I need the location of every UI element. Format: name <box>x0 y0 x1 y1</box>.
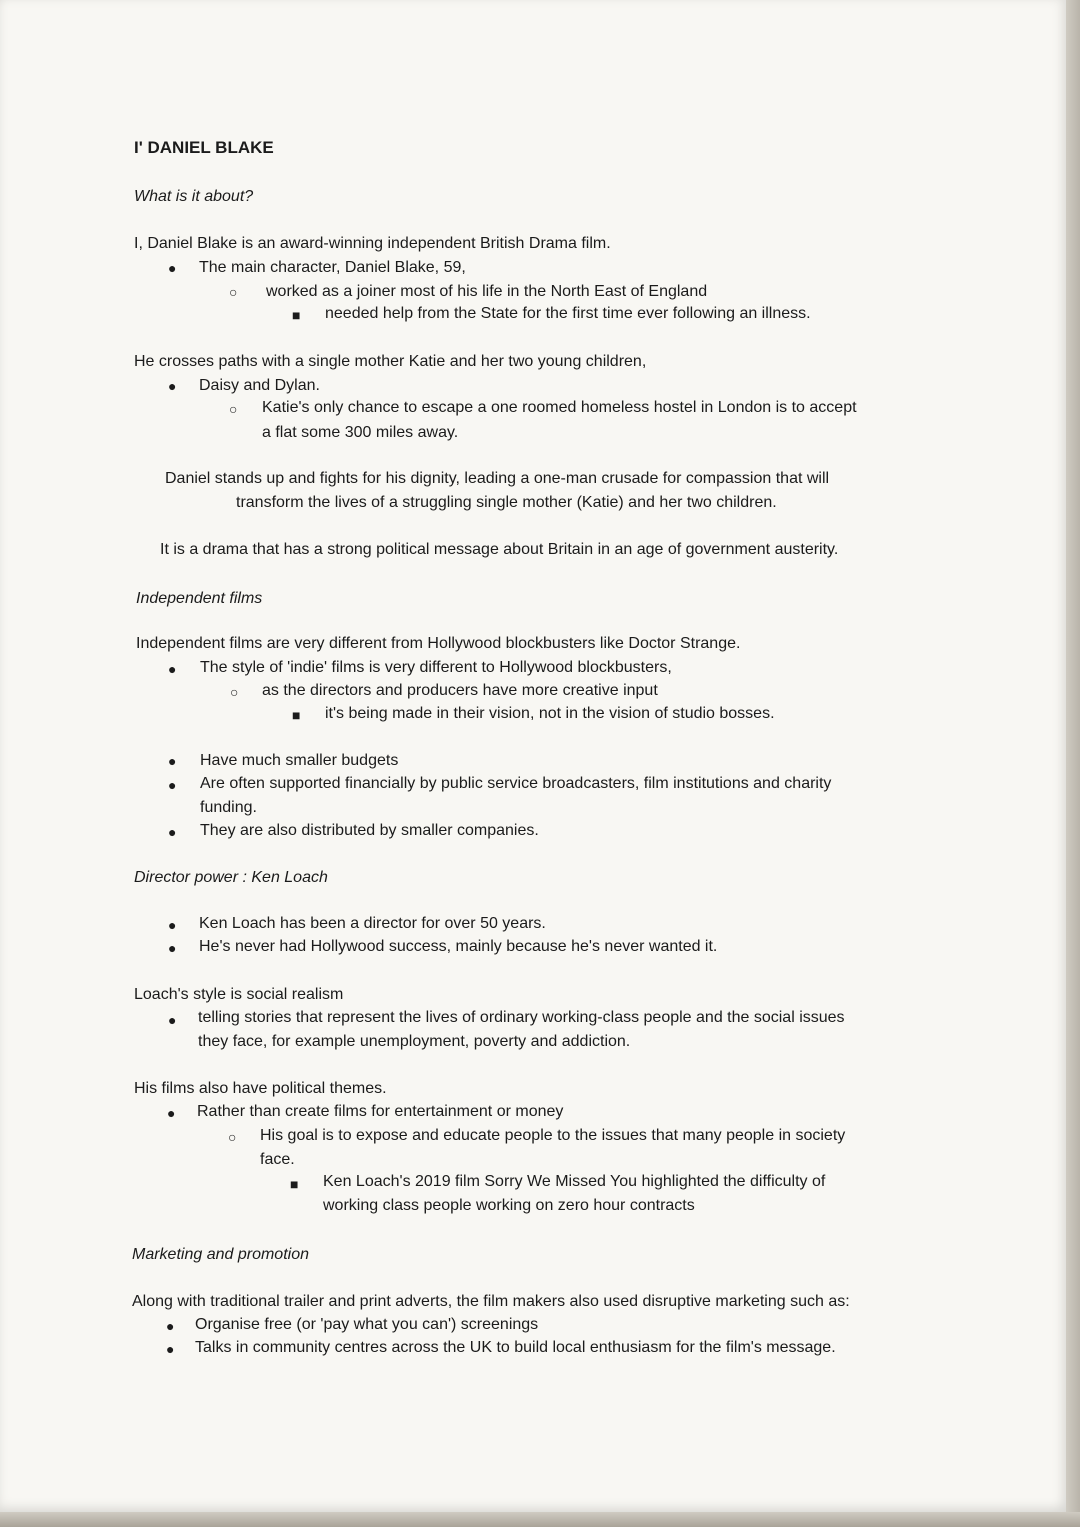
bullet-marker: ● <box>168 661 177 677</box>
list-item: His goal is to expose and educate people to the issues that many people in society <box>260 1127 846 1144</box>
square-marker: ■ <box>292 707 301 723</box>
bullet-marker: ● <box>168 940 177 956</box>
list-item: as the directors and producers have more creative input <box>262 682 658 699</box>
list-item-continued: working class people working on zero hour contracts <box>323 1197 695 1214</box>
text-line: transform the lives of a struggling single mother (Katie) and her two children. <box>236 494 777 511</box>
list-item: Organise free (or 'pay what you can') screenings <box>195 1316 539 1333</box>
bullet-marker: ● <box>168 917 177 933</box>
bullet-marker: ● <box>168 378 177 394</box>
list-item: it's being made in their vision, not in the vision of studio bosses. <box>325 705 775 722</box>
square-marker: ■ <box>292 307 301 323</box>
bullet-marker: ● <box>168 777 177 793</box>
bullet-marker: ● <box>166 1341 175 1357</box>
list-item-continued: face. <box>260 1151 295 1168</box>
list-item: The main character, Daniel Blake, 59, <box>199 259 466 276</box>
bullet-marker: ● <box>168 260 177 276</box>
list-item: worked as a joiner most of his life in the North East of England <box>266 283 708 300</box>
circle-marker: ○ <box>229 284 238 300</box>
circle-marker: ○ <box>228 1129 237 1145</box>
section-heading: What is it about? <box>134 188 254 205</box>
list-item-continued: they face, for example unemployment, poverty and addiction. <box>198 1033 631 1050</box>
list-item: Rather than create films for entertainment or money <box>197 1103 564 1120</box>
bullet-marker: ● <box>166 1318 175 1334</box>
circle-marker: ○ <box>229 401 238 417</box>
list-item: needed help from the State for the first time ever following an illness. <box>325 305 811 322</box>
bullet-marker: ● <box>168 1012 177 1028</box>
text-line: Independent films are very different from Hollywood blockbusters like Doctor Strange. <box>136 635 741 652</box>
paper-edge-bottom <box>0 1512 1080 1527</box>
list-item: Have much smaller budgets <box>200 752 399 769</box>
text-line: It is a drama that has a strong political message about Britain in an age of government austerity. <box>160 541 839 558</box>
list-item: Katie's only chance to escape a one roomed homeless hostel in London is to accept <box>262 399 857 416</box>
text-line: His films also have political themes. <box>134 1080 387 1097</box>
list-item: Are often supported financially by public service broadcasters, film institutions and charity <box>200 775 832 792</box>
paper-edge-right <box>1066 0 1080 1527</box>
list-item: Ken Loach's 2019 film Sorry We Missed You highlighted the difficulty of <box>323 1173 826 1190</box>
list-item: Talks in community centres across the UK to build local enthusiasm for the film's message. <box>195 1339 836 1356</box>
list-item: Daisy and Dylan. <box>199 377 320 394</box>
square-marker: ■ <box>290 1176 299 1192</box>
section-heading: Director power : Ken Loach <box>134 869 328 886</box>
circle-marker: ○ <box>230 684 239 700</box>
bullet-marker: ● <box>167 1105 176 1121</box>
list-item: He's never had Hollywood success, mainly because he's never wanted it. <box>199 938 718 955</box>
section-heading: Marketing and promotion <box>132 1246 309 1263</box>
section-heading: Independent films <box>136 590 263 607</box>
list-item: The style of 'indie' films is very different to Hollywood blockbusters, <box>200 659 672 676</box>
text-line: Daniel stands up and fights for his dignity, leading a one-man crusade for compassion that will <box>165 470 830 487</box>
bullet-marker: ● <box>168 824 177 840</box>
text-line: Loach's style is social realism <box>134 986 344 1003</box>
list-item: Ken Loach has been a director for over 50 years. <box>199 915 546 932</box>
page-title: I' DANIEL BLAKE <box>134 138 274 157</box>
list-item-continued: funding. <box>200 799 257 816</box>
bullet-marker: ● <box>168 753 177 769</box>
list-item-continued: a flat some 300 miles away. <box>262 424 459 441</box>
list-item: They are also distributed by smaller companies. <box>200 822 539 839</box>
text-line: Along with traditional trailer and print adverts, the film makers also used disruptive marketing such as: <box>132 1293 850 1310</box>
text-line: I, Daniel Blake is an award-winning independent British Drama film. <box>134 235 611 252</box>
text-line: He crosses paths with a single mother Katie and her two young children, <box>134 353 647 370</box>
list-item: telling stories that represent the lives of ordinary working-class people and the social issues <box>198 1009 845 1026</box>
